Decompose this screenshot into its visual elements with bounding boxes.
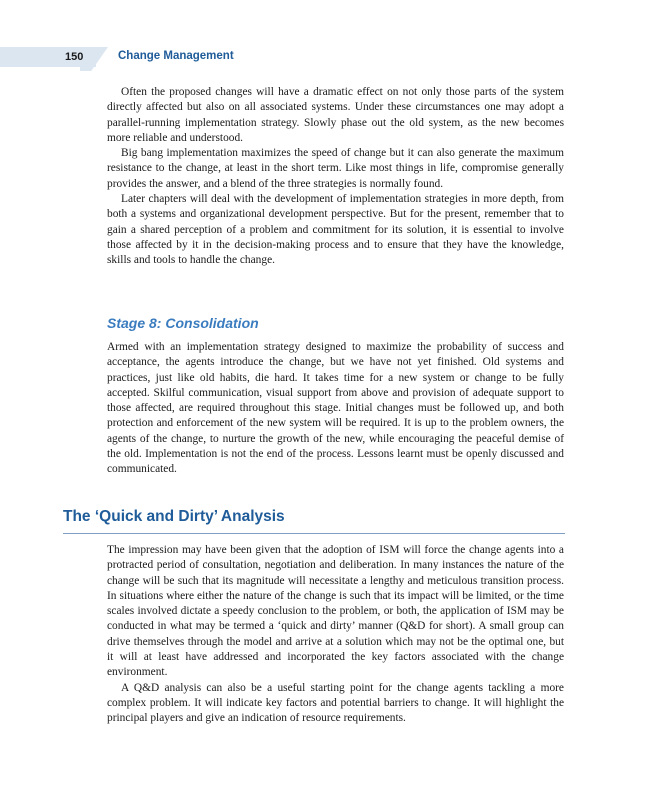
paragraph: Often the proposed changes will have a dramatic effect on not only those parts of the system directly affected but also on all associated systems. Under these circumstances one may adopt a parallel-running implementation strategy. Slowly phase out the old system, as the new becomes more reliable and understood. [107,86,564,144]
running-head: Change Management [118,50,234,62]
stage-8-heading: Stage 8: Consolidation [107,315,259,331]
qd-block [107,543,564,727]
stage-8-block [107,340,564,478]
section-heading: The ‘Quick and Dirty’ Analysis [63,508,285,525]
intro-block [107,85,564,269]
header-tab-decoration [80,47,108,71]
paragraph: Armed with an implementation strategy designed to maximize the probability of success and acceptance, the agents introduce the change, but we have not yet finished. Old systems and practices, just like old habits, die hard. It takes time for a new system or change to be fully accepted. Skilful communication, visual support from above and provision of adequate support to those affected, are required throughout this stage. Initial changes must be followed up, and both protection and enforcement of the new system will be required. It is up to the problem owners, the agents of the change, to nurture the growth of the new, while encouraging the peaceful demise of the old. Implementation is not the end of the process. Lessons learnt must be openly discussed and communicated. [107,341,564,476]
paragraph: Later chapters will deal with the development of implementation strategies in more depth, from both a systems and organizational development perspective. But for the present, remember that to gain a shared perception of a problem and commitment for its solution, it is essential to involve those affected by it in the decision-making process and to ensure that they have the knowledge, skills and tools to handle the change. [107,193,564,267]
paragraph: Big bang implementation maximizes the speed of change but it can also generate the maximum resistance to the change, at least in the short term. Like most things in life, compromise generally provides the answer, and a blend of the three strategies is normally found. [107,147,564,190]
page-number: 150 [65,51,84,63]
section-rule [63,533,565,534]
paragraph: A Q&D analysis can also be a useful starting point for the change agents tackling a more complex problem. It will indicate key factors and potential barriers to change. It will highlight the principal players and give an indication of resource requirements. [107,681,564,725]
paragraph: The impression may have been given that the adoption of ISM will force the change agents into a protracted period of consultation, negotiation and deliberation. In many instances the nature of the change will be such that its magnitude will necessitate a lengthy and meticulous transition process. In situations where either the nature of the change is such that its impact will be limited, or the time scales involved dictate a speedy conclusion to the problem, or both, the application of ISM may be conducted in what may be termed a ‘quick and dirty’ manner (Q&D for short). A small group can drive themselves through the model and arrive at a solution which may not be the optimal one, but it will at least have addressed and incorporated the key factors associated with the change environment. [107,544,564,679]
